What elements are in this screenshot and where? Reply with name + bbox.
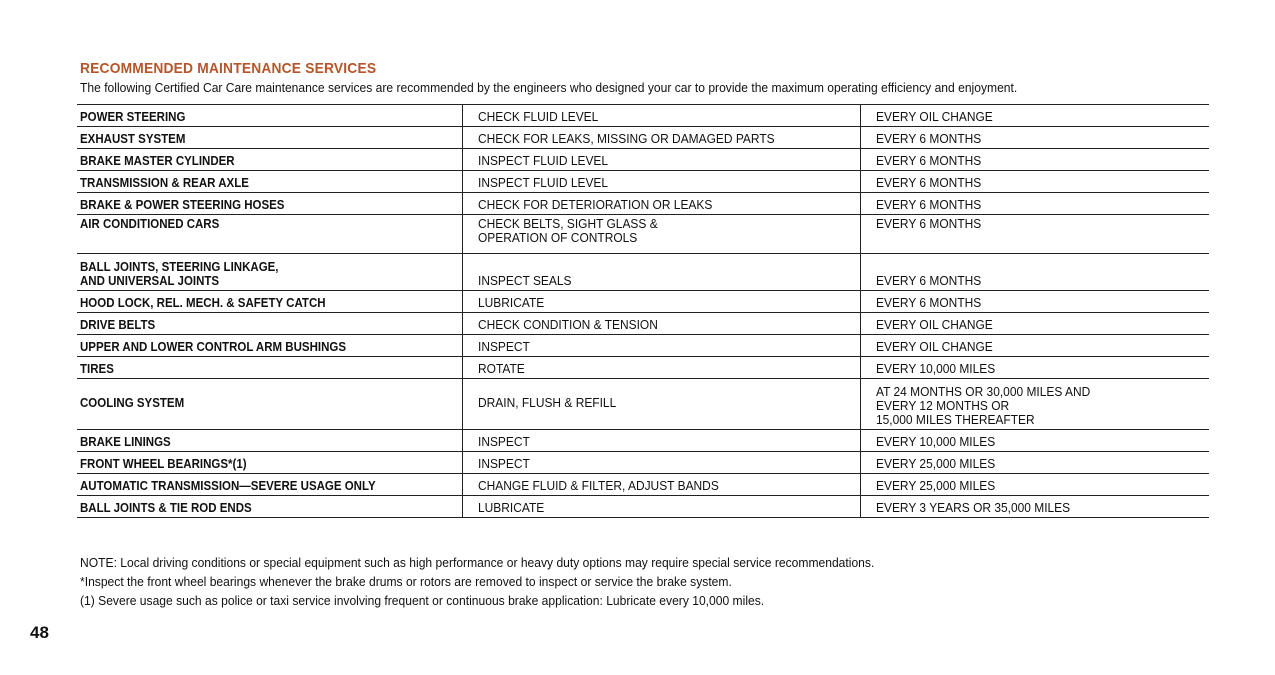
service-action-text: DRAIN, FLUSH & REFILL (477, 395, 616, 410)
service-action-text: INSPECT (477, 339, 530, 354)
table-row (77, 215, 1209, 254)
service-action-text: CHECK FLUID LEVEL (477, 109, 598, 124)
maintenance-item (77, 474, 462, 496)
service-interval-text: EVERY 6 MONTHS (875, 175, 981, 190)
service-action (462, 215, 860, 254)
maintenance-item (77, 254, 462, 291)
service-action-text: CHECK FOR LEAKS, MISSING OR DAMAGED PARTS (477, 131, 775, 146)
service-interval-text: EVERY 10,000 MILES (875, 434, 995, 449)
service-interval (860, 335, 1209, 357)
maintenance-item (77, 215, 462, 254)
service-action (462, 105, 860, 127)
service-action-text: LUBRICATE (477, 500, 544, 515)
service-interval-text: EVERY OIL CHANGE (875, 339, 993, 354)
table-row (77, 127, 1209, 149)
table-row (77, 105, 1209, 127)
service-interval (860, 215, 1209, 254)
service-interval-text: EVERY 6 MONTHS (875, 131, 981, 146)
maintenance-item-text: TRANSMISSION & REAR AXLE (80, 176, 249, 190)
maintenance-item-text: EXHAUST SYSTEM (80, 132, 186, 146)
service-action (462, 357, 860, 379)
maintenance-item-text: BRAKE LININGS (80, 435, 171, 449)
table-row (77, 357, 1209, 379)
maintenance-item-text: UPPER AND LOWER CONTROL ARM BUSHINGS (80, 340, 346, 354)
service-interval (860, 127, 1209, 149)
maintenance-item (77, 313, 462, 335)
service-interval-text: EVERY 25,000 MILES (875, 478, 995, 493)
section-title: RECOMMENDED MAINTENANCE SERVICES (80, 60, 377, 77)
service-action-text: CHECK FOR DETERIORATION OR LEAKS (477, 197, 712, 212)
service-interval-text: EVERY 6 MONTHS (875, 153, 981, 168)
service-action (462, 430, 860, 452)
table-row (77, 430, 1209, 452)
maintenance-item (77, 357, 462, 379)
maintenance-item (77, 193, 462, 215)
maintenance-item-text: TIRES (80, 362, 114, 376)
service-interval (860, 474, 1209, 496)
service-interval-text: EVERY 6 MONTHS (875, 216, 981, 231)
service-action-text: INSPECT (477, 456, 530, 471)
service-interval (860, 254, 1209, 291)
service-interval (860, 357, 1209, 379)
service-action-text: LUBRICATE (477, 295, 544, 310)
service-interval (860, 291, 1209, 313)
maintenance-item-text: BRAKE MASTER CYLINDER (80, 154, 235, 168)
maintenance-item (77, 105, 462, 127)
maintenance-item (77, 496, 462, 518)
service-interval (860, 149, 1209, 171)
service-action-text: CHECK CONDITION & TENSION (477, 317, 658, 332)
maintenance-item (77, 171, 462, 193)
service-action (462, 254, 860, 291)
service-interval (860, 452, 1209, 474)
service-action-text: CHANGE FLUID & FILTER, ADJUST BANDS (477, 478, 719, 493)
maintenance-item (77, 452, 462, 474)
service-action (462, 193, 860, 215)
service-action (462, 291, 860, 313)
service-interval (860, 105, 1209, 127)
table-row (77, 254, 1209, 291)
maintenance-item-text: AIR CONDITIONED CARS (80, 217, 220, 231)
service-action (462, 171, 860, 193)
service-action (462, 127, 860, 149)
page-number: 48 (30, 623, 49, 642)
table-row (77, 193, 1209, 215)
maintenance-table-body (77, 105, 1209, 518)
service-interval-text: EVERY 6 MONTHS (875, 295, 981, 310)
maintenance-item (77, 379, 462, 430)
notes (80, 553, 934, 610)
service-action-text: INSPECT FLUID LEVEL (477, 153, 608, 168)
table-row (77, 452, 1209, 474)
service-action (462, 149, 860, 171)
service-interval-text: EVERY OIL CHANGE (875, 317, 993, 332)
service-interval (860, 379, 1209, 430)
table-row (77, 379, 1209, 430)
service-interval-text: EVERY 3 YEARS OR 35,000 MILES (875, 500, 1070, 515)
note-local-conditions: NOTE: Local driving conditions or special equipment such as high performance or heavy duty options may require special service recommendations. (80, 555, 875, 570)
service-action (462, 379, 860, 430)
intro-text: The following Certified Car Care maintenance services are recommended by the engineers who designed your car to provide the maximum operating efficiency and enjoyment. (80, 80, 1018, 95)
service-action (462, 313, 860, 335)
maintenance-item (77, 291, 462, 313)
service-action-text: INSPECT (477, 434, 530, 449)
service-action (462, 335, 860, 357)
service-action-text: CHECK BELTS, SIGHT GLASS & OPERATION OF CONTROLS (477, 216, 658, 245)
service-interval-text: AT 24 MONTHS OR 30,000 MILES AND EVERY 12 MONTHS OR 15,000 MILES THEREAFTER (875, 384, 1090, 427)
service-action-text: INSPECT FLUID LEVEL (477, 175, 608, 190)
maintenance-item (77, 149, 462, 171)
maintenance-item-text: BALL JOINTS, STEERING LINKAGE, AND UNIVERSAL JOINTS (80, 260, 279, 288)
maintenance-item-text: FRONT WHEEL BEARINGS*(1) (80, 457, 247, 471)
table-row (77, 171, 1209, 193)
service-interval-text: EVERY 6 MONTHS (875, 273, 981, 288)
maintenance-item-text: BALL JOINTS & TIE ROD ENDS (80, 501, 252, 515)
maintenance-item (77, 335, 462, 357)
service-action (462, 496, 860, 518)
service-interval-text: EVERY 25,000 MILES (875, 456, 995, 471)
table-row (77, 291, 1209, 313)
service-action (462, 474, 860, 496)
maintenance-item-text: AUTOMATIC TRANSMISSION—SEVERE USAGE ONLY (80, 479, 376, 493)
service-interval (860, 171, 1209, 193)
table-row (77, 313, 1209, 335)
maintenance-item-text: POWER STEERING (80, 110, 186, 124)
service-action-text: INSPECT SEALS (477, 273, 572, 288)
maintenance-item (77, 127, 462, 149)
table-row (77, 496, 1209, 518)
maintenance-item-text: DRIVE BELTS (80, 318, 156, 332)
service-interval-text: EVERY OIL CHANGE (875, 109, 993, 124)
maintenance-item (77, 430, 462, 452)
maintenance-item-text: BRAKE & POWER STEERING HOSES (80, 198, 285, 212)
table-row (77, 335, 1209, 357)
service-action-text: ROTATE (477, 361, 525, 376)
note-severe-usage: (1) Severe usage such as police or taxi service involving frequent or continuous brake application: Lubricate every 10,000 miles. (80, 593, 765, 608)
service-interval (860, 193, 1209, 215)
service-action (462, 452, 860, 474)
maintenance-table (77, 104, 1209, 518)
service-interval (860, 496, 1209, 518)
service-interval-text: EVERY 6 MONTHS (875, 197, 981, 212)
service-interval (860, 430, 1209, 452)
note-wheel-bearings: *Inspect the front wheel bearings whenever the brake drums or rotors are removed to inspect or service the brake system. (80, 574, 732, 589)
service-interval-text: EVERY 10,000 MILES (875, 361, 995, 376)
maintenance-item-text: HOOD LOCK, REL. MECH. & SAFETY CATCH (80, 296, 326, 310)
table-row (77, 149, 1209, 171)
maintenance-item-text: COOLING SYSTEM (80, 396, 185, 410)
service-interval (860, 313, 1209, 335)
table-row (77, 474, 1209, 496)
